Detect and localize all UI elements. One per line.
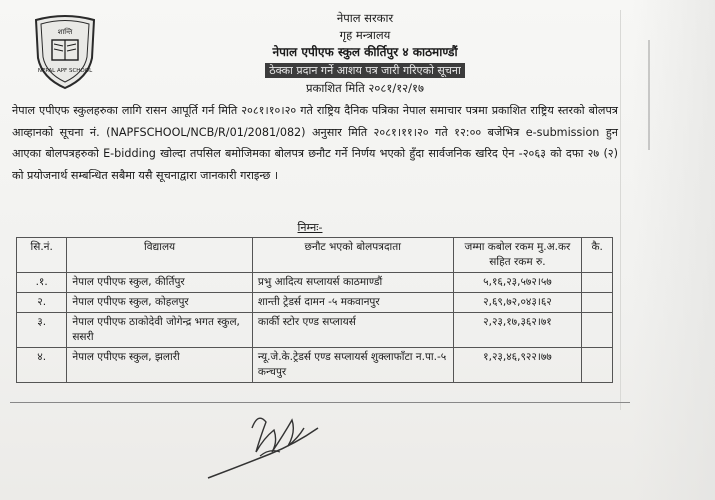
row-school: नेपाल एपीएफ स्कुल, झलारी [67,348,253,383]
row-serial: .१. [17,273,67,293]
notice-body [12,100,618,186]
table-row [17,313,613,348]
table-row [17,273,613,293]
publish-date: प्रकाशित मिति २०८१/१२/१७ [306,81,424,95]
row-remark [582,273,613,293]
scan-shadow [632,0,715,500]
table-row [17,348,613,383]
row-bidder: कार्की स्टोर एण्ड सप्लायर्स [252,313,453,348]
table-caption: निम्नः- [297,221,323,234]
row-school: नेपाल एपीएफ स्कुल, कोहलपुर [67,293,253,313]
signature-icon [200,408,330,488]
notice-body-text: नेपाल एपीएफ स्कुलहरुका लागि रासन आपूर्ति गर्न मिति २०८१।१०।२० गते राष्ट्रिय दैनिक पत्रिका नेपाल समाचार पत्रमा प्रकाशित राष्ट्रिय स्तरको बोलपत्र आव्हानको सूचना नं. (NAPFSCHOOL/NCB/R/01/2081/082) अनुसार मिति २०८१।११।२० गते १२:०० बजेभित्र e-submission हुन आएका बोलपत्रहरुको E-bidding खोल्दा तपसिल बमोजिमका बोलपत्र छनौट गर्ने निर्णय भएको हुँदा सार्वजनिक खरिद ऐन -२०६३ को दफा २७ (२) को प्रयोजनार्थ सम्बन्धित सबैमा यसै सूचनाद्वारा जानकारी गराइन्छ । [12,104,618,182]
header-bidder: छनौट भएको बोलपत्रदाता [252,238,453,273]
row-amount: २,२३,१७,३६२।७१ [453,313,582,348]
apf-school-logo-icon [30,12,100,92]
row-remark [582,293,613,313]
header-school-name: नेपाल एपीएफ स्कुल कीर्तिपुर ४ काठमाण्डौं [272,45,458,59]
row-serial: ३. [17,313,67,348]
header-government: नेपाल सरकार [336,11,394,25]
row-amount: १,२३,४६,९२२।७७ [453,348,582,383]
header-amount: जम्मा कबोल रकम मु.अ.कर सहित रकम रु. [453,238,582,273]
row-bidder: प्रभु आदित्य सप्लायर्स काठमाण्डौं [252,273,453,293]
row-school: नेपाल एपीएफ ठाकोदेवी जोगेन्द्र भगत स्कुल, ससरी [67,313,253,348]
logo-motto: शान्ति [57,28,73,36]
page-divider [10,402,630,403]
header-remark: कै. [582,238,613,273]
header-serial: सि.नं. [17,238,67,273]
row-remark [582,348,613,383]
row-remark [582,313,613,348]
notice-title [150,62,580,79]
row-bidder: शान्ती ट्रेडर्स दामन -५ मकवानपुर [252,293,453,313]
paper-edge-line [620,10,621,410]
row-serial: २. [17,293,67,313]
table-row [17,293,613,313]
row-amount: ५,१६,२३,५७२।५७ [453,273,582,293]
award-table [16,237,613,383]
table-header-row [17,238,613,273]
row-school: नेपाल एपीएफ स्कुल, कीर्तिपुर [67,273,253,293]
notice-title-text: ठेक्का प्रदान गर्ने आशय पत्र जारी गरिएको सूचना [265,63,465,78]
row-bidder: न्यू.जे.के.ट्रेडर्स एण्ड सप्लायर्स शुक्लाफाँटा न.पा.-५ कन्चपुर [252,348,453,383]
row-amount: २,६९,७२,०४३।६२ [453,293,582,313]
header-ministry: गृह मन्त्रालय [339,28,391,42]
row-serial: ४. [17,348,67,383]
header-school: विद्यालय [67,238,253,273]
logo-caption: NEPAL APF SCHOOL [37,68,93,74]
scan-mark [648,40,650,150]
